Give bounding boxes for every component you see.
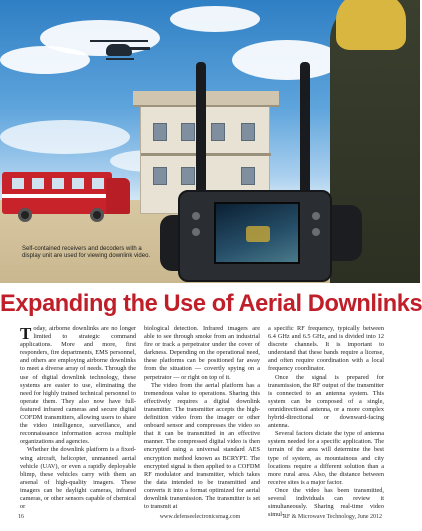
footer-url[interactable]: www.defenseelectronicsmag.com [159,514,241,520]
paragraph: Once the signal is prepared for transmission, the RF output of the transmitter is connected to an antenna system. This system can be composed of a single, omnidirectional antenna, or a more complex hybrid-directional or downward-facing antenna. [268,373,384,430]
cloud [170,6,260,32]
page-number: 16 [18,514,24,520]
paragraph: The video from the aerial platform has a tremendous value to operations. Sharing this effectively requires a digital downlink transmitter. The transmitter accepts the high-definition video from the imager or other onboard sensor and compresses the video so that it can be transmitted in an effective manner. The compressed digital video is then encrypted using a universal standard AES encryption method known as BCRYPT. The encrypted signal is then applied to a COFDM RF modulator and transmitter, which takes the data intended to be transmitted and converts it into a format optimized for aerial downlink transmission. The transmitter is set to transmit at [144,381,260,511]
article-headline: Expanding the Use of Aerial Downlinks [0,291,422,317]
paragraph: Whether the downlink platform is a fixed-wing aircraft, helicopter, unmanned aerial vehicle (UAV), or even a rapidly deployable blimp, these vehicles carry with them an arsenal of high-quality imagers. These imagers can be daylight cameras, infrared cameras, or other sensors capable of chemical or [20,446,136,511]
paragraph: biological detection. Infrared imagers are able to see through smoke from an industrial fire or track a perpetrator under the cover of darkness. Depending on the operational need, these platforms can be positioned far away from the situation — covertly spying on a perpetrator — or right on top of it. [144,325,260,381]
helmet-graphic [336,0,406,50]
antenna-left [196,62,206,194]
photo-caption: Self-contained receivers and decoders with a display unit are used for viewing downlink video. [22,246,151,260]
article-column-1 [20,325,136,509]
cloud [0,120,130,154]
issue-label: RF & Microwave Technology, June 2012 [282,514,382,520]
drop-cap: T [20,324,32,343]
paragraph: Once the video has been transmitted, several individuals can review it simultaneously. Sharing real-time video simul- [268,486,384,519]
article-column-2 [144,325,260,509]
paragraph: Today, airborne downlinks are no longer limited to strategic command applications. More and more, first responders, fire departments, EMS personnel, and others are employing airborne downlinks to meet a diverse array of needs. Through the use of digital downlink technology, these systems are easier to use, eliminating the need for highly trained technical personnel to operate them. They also now have full-featured infrared cameras and secure digital COFDM transmitters, allowing users to share the video intelligence, surveillance, and reconnaissance information across multiple organizations and agencies. [20,324,136,446]
antenna-right [300,62,310,194]
helicopter-graphic [90,34,150,64]
truck-wheel [18,208,32,222]
truck-wheel [90,208,104,222]
receiver-screen [214,202,300,264]
cloud [232,40,342,80]
paragraph: a specific RF frequency, typically between 6.4 GHz and 6.5 GHz, and is divided into 12 discrete channels. It is important to understand that these bands require a license, and often require coordination with a local frequency coordinator. [268,325,384,373]
cloud [0,46,90,74]
paragraph: Several factors dictate the type of antenna system needed for a specific application. The terrain of the area will determine the best type of system, as mountainous and city locations require a different solution than a more rural area. Also, the distance between receive sites is a major factor. [268,430,384,486]
receiver-display-unit [178,190,332,282]
page-footer [18,514,382,524]
